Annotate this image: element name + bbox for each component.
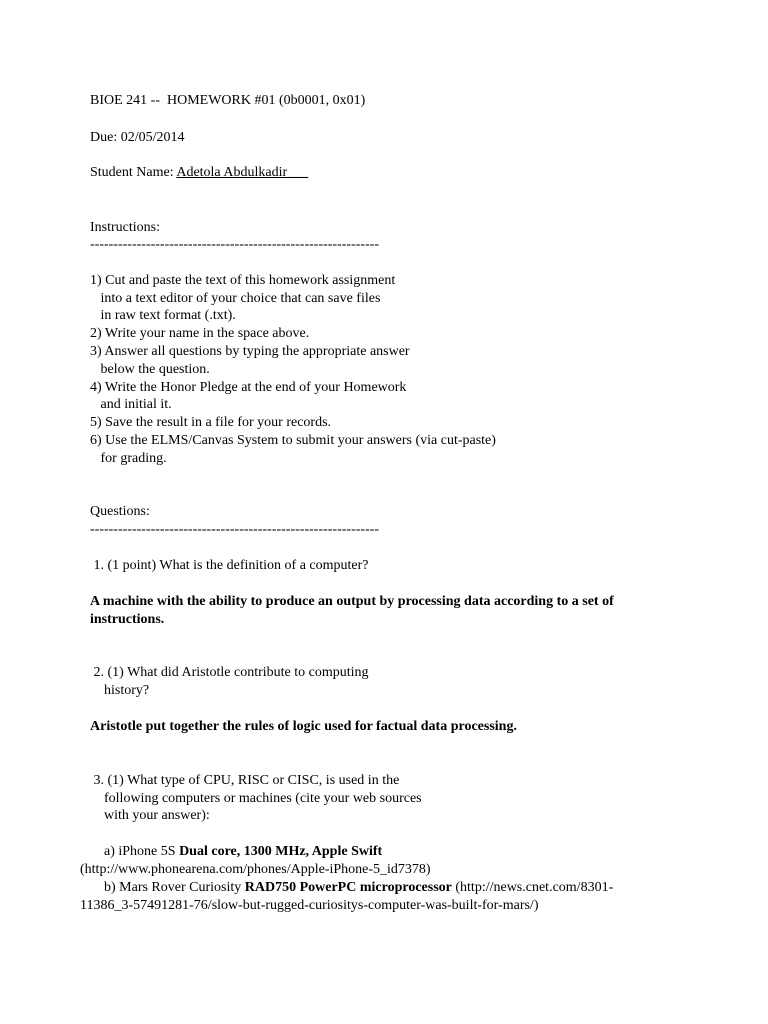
answer-3b-prefix: b) Mars Rover Curiosity — [90, 880, 245, 895]
due-date: Due: 02/05/2014 — [90, 130, 185, 145]
question-2-line-2: history? — [90, 683, 150, 698]
instruction-line: 2) Write your name in the space above. — [90, 326, 310, 341]
question-2-line-1: 2. (1) What did Aristotle contribute to computing — [90, 665, 369, 680]
questions-rule: -------------------------------------------------------------- — [90, 522, 380, 537]
answer-3b-source: 11386_3-57491281-76/slow-but-rugged-curiositys-computer-was-built-for-mars/) — [80, 898, 539, 913]
answer-2: Aristotle put together the rules of logic used for factual data processing. — [90, 719, 517, 734]
answer-3a-prefix: a) iPhone 5S — [90, 844, 180, 859]
answer-1-line-2: instructions. — [90, 612, 165, 627]
answer-1-line-1: A machine with the ability to produce an output by processing data according to a set of — [90, 594, 614, 609]
student-name-value: Adetola Abdulkadir — [176, 165, 288, 180]
instruction-line: 5) Save the result in a file for your records. — [90, 415, 332, 430]
instruction-line: 1) Cut and paste the text of this homework assignment — [90, 273, 396, 288]
student-name-trail: ___ — [287, 165, 309, 180]
question-3-line-1: 3. (1) What type of CPU, RISC or CISC, is used in the — [90, 773, 400, 788]
instruction-line: below the question. — [90, 362, 210, 377]
course-heading: BIOE 241 -- HOMEWORK #01 (0b0001, 0x01) — [90, 93, 366, 108]
questions-title: Questions: — [90, 504, 150, 519]
question-3-line-3: with your answer): — [90, 808, 210, 823]
instruction-line: in raw text format (.txt). — [90, 308, 236, 323]
instruction-line: 6) Use the ELMS/Canvas System to submit your answers (via cut-paste) — [90, 433, 496, 448]
answer-3b — [90, 879, 613, 897]
answer-3b-source-start: (http://news.cnet.com/8301- — [451, 880, 614, 895]
question-1: 1. (1 point) What is the definition of a computer? — [90, 558, 369, 573]
answer-3a — [90, 843, 382, 861]
instruction-line: for grading. — [90, 451, 167, 466]
question-3-line-2: following computers or machines (cite your web sources — [90, 791, 422, 806]
instruction-line: and initial it. — [90, 397, 172, 412]
answer-3a-source: (http://www.phonearena.com/phones/Apple-iPhone-5_id7378) — [80, 862, 431, 877]
student-name-line — [90, 164, 308, 182]
answer-3b-value: RAD750 PowerPC microprocessor — [244, 880, 452, 895]
instructions-title: Instructions: — [90, 220, 160, 235]
instruction-line: 3) Answer all questions by typing the appropriate answer — [90, 344, 410, 359]
student-name-label: Student Name: — [90, 165, 177, 180]
instructions-rule: -------------------------------------------------------------- — [90, 237, 380, 252]
instruction-line: into a text editor of your choice that can save files — [90, 291, 381, 306]
answer-3a-value: Dual core, 1300 MHz, Apple Swift — [179, 844, 383, 859]
instruction-line: 4) Write the Honor Pledge at the end of your Homework — [90, 380, 407, 395]
